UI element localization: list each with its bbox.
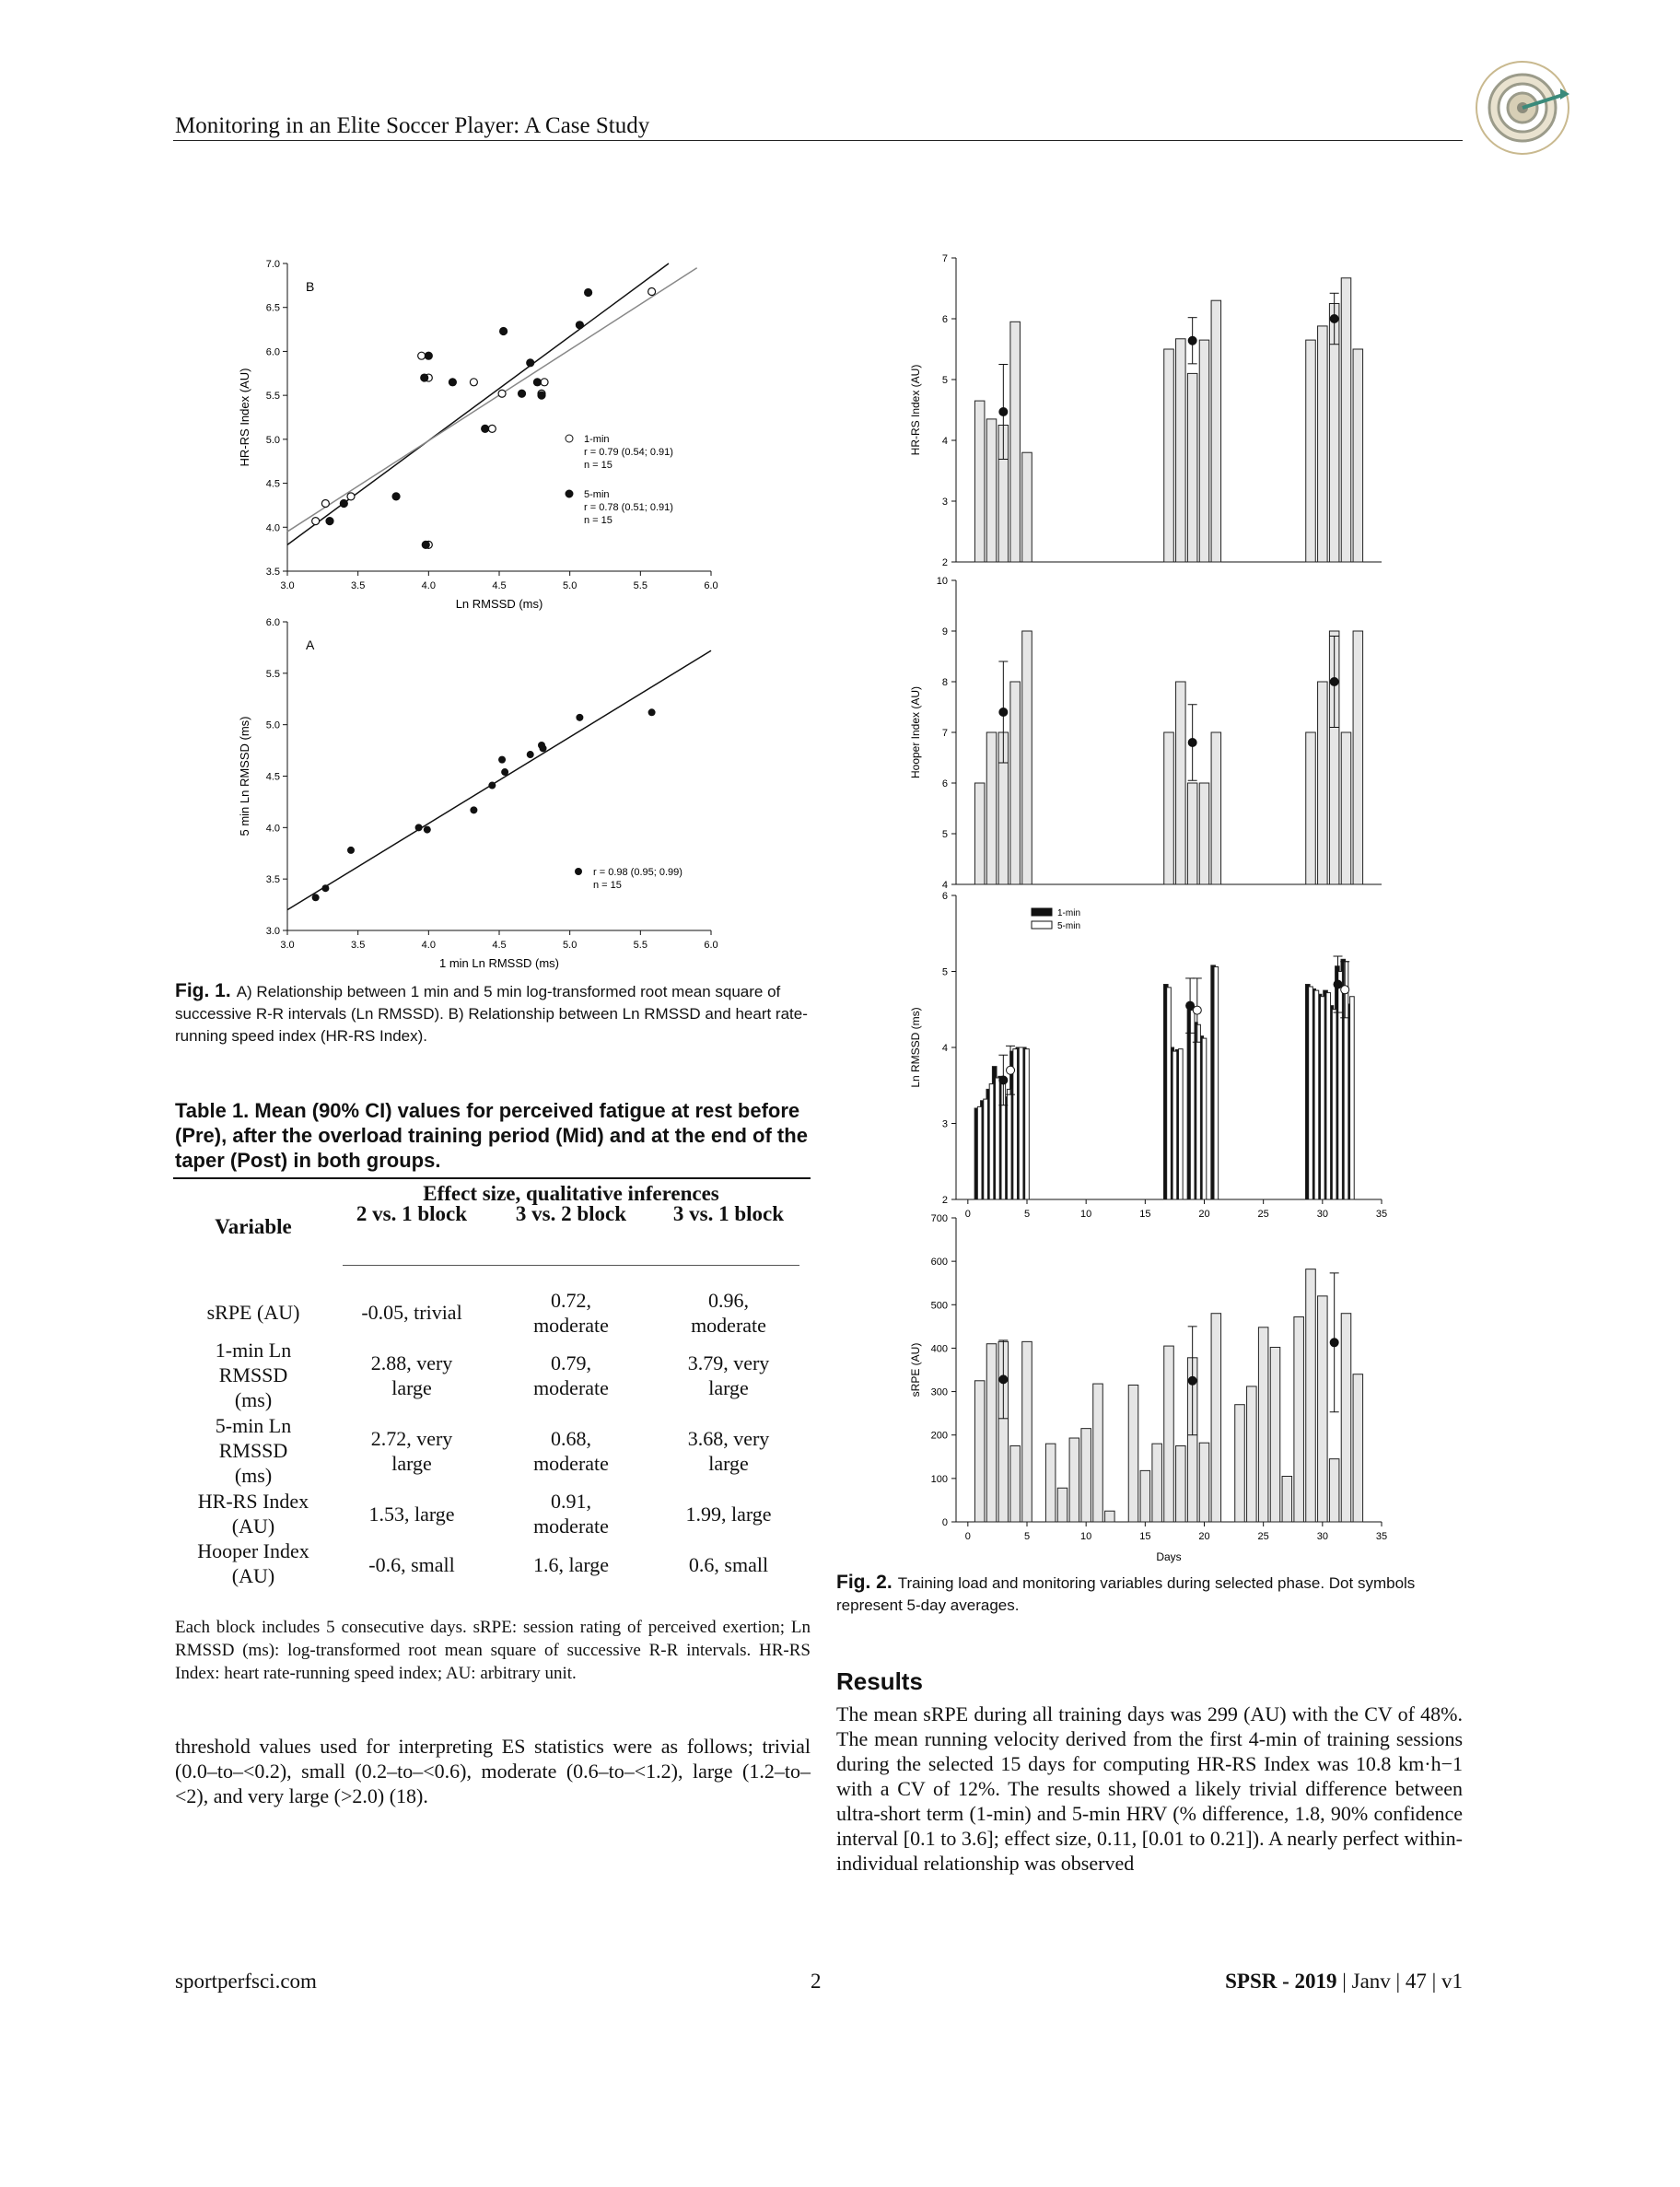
bar [974,783,985,884]
panel-label: B [306,279,315,294]
data-point-1-min [470,379,477,386]
bar [1140,1470,1150,1522]
legend-label: 5-min [584,489,610,500]
data-point-5-min [326,518,333,525]
y-tick-label: 6.0 [265,617,280,628]
data-point [488,782,496,789]
y-tick-label: 3.5 [265,567,280,578]
table-cell: 3.79, very large [687,1351,770,1399]
mean-point [1007,1066,1015,1074]
y-axis-title: Ln RMSSD (ms) [909,1007,922,1088]
bar [1318,326,1328,562]
bar [1093,1384,1103,1522]
header-rule [173,140,1463,141]
bar [1306,1269,1316,1522]
y-tick-label: 5 [941,829,948,840]
bar [1199,1443,1209,1522]
bar-5-min [1338,972,1343,1200]
bar-5-min [1019,1047,1023,1199]
bar [1199,340,1209,562]
figure-2-caption-text: Training load and monitoring variables during selected phase. Dot symbols represent 5-day averages. [836,1574,1416,1614]
bar [1318,1296,1328,1522]
legend-label: 1-min [584,434,610,445]
mean-point [1334,980,1342,988]
bar-5-min [1172,1051,1177,1199]
footer-page-number: 2 [811,1970,822,1993]
bar-5-min [984,1099,988,1199]
y-tick-label: 4.5 [265,478,280,490]
bar [1164,349,1174,562]
x-tick-label: 3.5 [351,940,366,951]
figure-1-caption-text: A) Relationship between 1 min and 5 min log-transformed root mean square of successive R-R intervals (Ln RMSSD). B) Relationship between Ln RMSSD and heart rate-running speed index (HR-RS Index). [175,983,808,1045]
x-tick-label: 25 [1257,1531,1269,1542]
y-axis-title: HR-RS Index (AU) [909,364,922,456]
x-tick-label: 35 [1375,1531,1388,1542]
table-cell: 2.88, very large [370,1351,453,1399]
y-tick-label: 4 [941,880,948,891]
y-tick-label: 6 [941,314,948,325]
bar [1022,452,1032,562]
y-tick-label: 10 [936,576,948,587]
figure-2 [884,249,1400,1575]
table-cell: 1.99, large [685,1503,772,1526]
table-header-3vs2: 3 vs. 2 block [515,1202,627,1225]
bar [1341,732,1351,884]
table-cell: 0.79, moderate [533,1351,609,1399]
table-header-variable: Variable [215,1215,292,1238]
bar [1164,1346,1174,1522]
data-point-1-min [541,379,548,386]
figure-1a-panel [238,617,718,970]
y-tick-label: 4.0 [265,823,280,835]
legend-stat: r = 0.79 (0.54; 0.91) [584,447,673,458]
bar [1329,1459,1339,1522]
x-tick-label: 15 [1139,1531,1151,1542]
bar [1353,349,1363,562]
y-tick-label: 7 [941,728,948,739]
mean-point [999,407,1008,415]
legend-marker [566,435,573,442]
figure-1-caption [175,980,811,1047]
y-tick-label: 5.5 [265,668,280,680]
mean-point [1330,678,1338,686]
sport-performance-logo [1472,57,1573,158]
data-point [321,884,329,892]
table-cell: 1.53, large [368,1503,455,1526]
y-tick-label: 5.0 [265,719,280,731]
y-tick-label: 7.0 [265,259,280,270]
table-cell: -0.6, small [368,1553,455,1576]
bar-5-min [1167,988,1172,1199]
data-point-5-min [519,390,526,397]
x-tick-label: 20 [1198,1531,1210,1542]
data-point-5-min [421,374,428,381]
y-tick-label: 400 [930,1343,948,1355]
bar-5-min [1321,997,1325,1199]
results-heading: Results [836,1667,923,1695]
y-tick-label: 3.0 [265,926,280,937]
bar [1270,1347,1280,1522]
panel-label: A [306,637,315,652]
bar [1211,732,1221,884]
bar-5-min [1214,967,1219,1199]
x-tick-label: 35 [1375,1209,1388,1220]
bar [1022,631,1032,884]
mean-point [1188,336,1196,345]
bar-5-min [989,1084,994,1199]
y-tick-label: 0 [941,1517,948,1528]
data-point [540,744,547,752]
bar [1069,1438,1079,1522]
bar-5-min [1190,1011,1195,1199]
data-point-5-min [527,359,534,367]
bar [1057,1488,1068,1522]
bar [1353,631,1363,884]
table-cell: 0.72, moderate [533,1289,609,1337]
bar [1306,732,1316,884]
data-point [415,824,423,831]
table-cell: -0.05, trivial [361,1301,462,1324]
bar [1045,1444,1056,1522]
mean-point [1330,1339,1338,1347]
legend-marker [575,868,582,875]
x-tick-label: 10 [1080,1209,1092,1220]
x-tick-label: 4.0 [421,940,436,951]
data-point-5-min [533,379,541,386]
bar-5-min [1350,997,1355,1199]
x-tick-label: 3.5 [351,580,366,591]
legend-marker [566,490,573,497]
x-axis-title: Ln RMSSD (ms) [455,597,543,611]
bar-5-min [1179,1049,1184,1199]
bar-5-min [1326,993,1331,1199]
bar [1164,732,1174,884]
y-axis-title: HR-RS Index (AU) [238,368,251,467]
data-point-5-min [482,425,489,432]
x-tick-label: 30 [1316,1209,1328,1220]
bar-5-min [996,1078,1000,1199]
legend-stat: r = 0.98 (0.95; 0.99) [593,867,682,878]
y-tick-label: 4 [941,436,948,447]
y-tick-label: 6 [941,891,948,902]
x-axis-title: 1 min Ln RMSSD (ms) [438,956,560,970]
table-top-rule [173,1177,811,1179]
figure-2-hrrs-panel [909,253,1382,568]
data-point [470,806,477,813]
y-tick-label: 5 [941,375,948,386]
bar [1081,1429,1091,1522]
table-cell: 0.6, small [688,1553,769,1576]
table-cell: 0.91, moderate [533,1490,609,1538]
bar [1306,340,1316,562]
legend-label: 5-min [1057,921,1081,931]
data-point [312,894,320,901]
bar [1353,1374,1363,1522]
bar-5-min [1202,1038,1207,1199]
table-cell-variable: HR-RS Index (AU) [197,1490,309,1538]
bar [1235,1405,1245,1522]
bar [1010,682,1021,884]
mean-point [1188,739,1196,747]
y-tick-label: 3 [941,1118,948,1130]
legend-swatch [1032,908,1052,916]
bar [1187,373,1197,562]
bar [1187,783,1197,884]
x-tick-label: 3.0 [280,940,295,951]
data-point [648,708,656,716]
x-tick-label: 6.0 [704,940,718,951]
bar [1199,783,1209,884]
mean-point [1341,986,1349,994]
bar [1211,1314,1221,1522]
bar [1341,1314,1351,1522]
regression-line-1-min [287,268,697,532]
figure-1-caption-label: Fig. 1. [175,980,231,1001]
y-axis-title: Hooper Index (AU) [909,685,922,779]
x-tick-label: 3.0 [280,580,295,591]
table-cell: 3.68, very large [687,1427,770,1475]
table-group-header: Effect size, qualitative inferences [423,1182,719,1205]
data-point [501,768,508,776]
table-1-caption: Table 1. Mean (90% CI) values for perceived fatigue at rest before (Pre), after the overload training period (Mid) and at the end of the taper (Post) in both groups. [175,1099,808,1172]
figure-1 [230,249,746,977]
bar [974,1381,985,1522]
figure-2-srpe-panel [909,1213,1387,1563]
x-tick-label: 5.0 [563,580,578,591]
bar [1010,322,1021,562]
y-tick-label: 8 [941,677,948,688]
figure-2-caption-label: Fig. 2. [836,1572,892,1593]
data-point [576,714,583,721]
x-tick-label: 4.0 [421,580,436,591]
bar-5-min [1025,1049,1030,1199]
y-tick-label: 2 [941,557,948,568]
x-tick-label: 20 [1198,1209,1210,1220]
figure-2-caption [836,1572,1463,1617]
data-point-1-min [321,500,329,508]
x-tick-label: 0 [964,1209,971,1220]
bar [1211,300,1221,562]
data-point-5-min [422,541,429,548]
data-point-5-min [500,327,508,334]
bar-5-min [1309,987,1313,1199]
y-axis-title: sRPE (AU) [909,1342,922,1398]
bar [1176,682,1186,884]
y-tick-label: 6.0 [265,346,280,358]
bar [1128,1386,1138,1523]
table-header-3vs1: 3 vs. 1 block [672,1202,785,1225]
mean-point [999,1375,1008,1384]
data-point-1-min [648,288,656,296]
bar-5-min [1196,1024,1201,1199]
running-title: Monitoring in an Elite Soccer Player: A Case Study [175,113,650,138]
bar [986,419,997,562]
y-tick-label: 6.5 [265,302,280,314]
bar [1258,1327,1268,1522]
y-tick-label: 700 [930,1213,948,1224]
x-tick-label: 30 [1316,1531,1328,1542]
y-tick-label: 100 [930,1473,948,1485]
legend-stat: n = 15 [584,460,612,471]
data-point-5-min [425,352,432,359]
y-tick-label: 3.5 [265,874,280,886]
bar-5-min [1007,1089,1011,1199]
y-tick-label: 2 [941,1195,948,1206]
x-tick-label: 5 [1023,1209,1031,1220]
x-tick-label: 4.5 [492,940,507,951]
bar [1247,1386,1257,1522]
table-1-notes: Each block includes 5 consecutive days. sRPE: session rating of perceived exertion; Ln RMSSD (ms): log-transformed root mean square of successive R-R intervals. HR-RS Index: heart rate-running speed index; AU: arbitrary unit. [175,1618,811,1683]
y-tick-label: 500 [930,1300,948,1312]
x-tick-label: 0 [964,1531,971,1542]
y-tick-label: 9 [941,626,948,637]
legend-swatch [1032,921,1052,929]
data-point-1-min [418,352,426,359]
x-tick-label: 5.5 [633,580,648,591]
bar [1176,339,1186,562]
y-tick-label: 7 [941,253,948,264]
bar [986,732,997,884]
bar-5-min [1314,990,1319,1199]
y-tick-label: 600 [930,1257,948,1269]
figure-1b-panel [238,259,718,611]
data-point-5-min [538,392,545,399]
footer-journal-name: SPSR - 2019 [1225,1970,1337,1993]
table-header-2vs1: 2 vs. 1 block [356,1202,468,1225]
data-point-1-min [498,390,506,397]
table-cell: 2.72, very large [370,1427,453,1475]
mean-point [1330,315,1338,323]
x-tick-label: 5.5 [633,940,648,951]
table-cell-variable: 5-min Ln RMSSD (ms) [215,1414,292,1487]
table-cell-variable: sRPE (AU) [206,1301,300,1324]
mean-point [1193,1006,1201,1014]
table-cell: 0.96, moderate [691,1289,766,1337]
x-tick-label: 10 [1080,1531,1092,1542]
bar [1341,278,1351,562]
bar [1318,682,1328,884]
legend-stat: r = 0.78 (0.51; 0.91) [584,502,673,513]
bar-5-min [977,1106,982,1199]
mean-point [999,708,1008,717]
y-tick-label: 4.0 [265,522,280,534]
bar [974,401,985,562]
table-cell-variable: 1-min Ln RMSSD (ms) [215,1339,292,1411]
bar [1105,1511,1115,1522]
bar [1282,1477,1292,1523]
bar [1294,1316,1304,1522]
bar [986,1344,997,1522]
bar [1152,1444,1162,1522]
data-point-5-min [392,493,400,500]
data-point [527,751,534,758]
y-axis-title: 5 min Ln RMSSD (ms) [238,716,251,836]
x-tick-label: 5.0 [563,940,578,951]
y-tick-label: 6 [941,778,948,789]
x-tick-label: 5 [1023,1531,1031,1542]
x-tick-label: 15 [1139,1209,1151,1220]
table-cell-variable: Hooper Index (AU) [197,1539,309,1587]
data-point-5-min [585,288,592,296]
y-tick-label: 4 [941,1043,948,1054]
y-tick-label: 4.5 [265,771,280,783]
bar-5-min [1332,1010,1336,1199]
mean-point [1188,1376,1196,1385]
x-tick-label: 6.0 [704,580,718,591]
table-cell: 1.6, large [532,1553,610,1576]
y-tick-label: 3 [941,497,948,508]
x-tick-label: 4.5 [492,580,507,591]
bar [1010,1446,1021,1523]
y-tick-label: 300 [930,1386,948,1398]
data-point [424,826,431,834]
legend-stat: n = 15 [584,515,612,526]
table-cell: 0.68, moderate [533,1427,609,1475]
data-point-5-min [576,322,583,329]
legend-stat: n = 15 [593,880,622,891]
y-tick-label: 5.0 [265,434,280,446]
data-point-5-min [340,500,347,508]
figure-2-hooper-panel [909,576,1382,891]
data-point-1-min [347,493,355,500]
bar [1022,1341,1032,1522]
table-header-rule [343,1265,799,1266]
data-point [498,756,506,764]
bar [1176,1446,1186,1523]
y-tick-label: 200 [930,1430,948,1442]
footer-website: sportperfsci.com [175,1970,317,1993]
mean-point [999,1076,1008,1084]
legend-label: 1-min [1057,908,1081,918]
data-point-1-min [488,425,496,432]
x-axis-title: Days [1156,1550,1182,1563]
footer-journal-issue: | Janv | 47 | v1 [1336,1970,1463,1993]
data-point-1-min [312,518,320,525]
data-point [347,847,355,854]
y-tick-label: 5 [941,966,948,978]
data-point-5-min [449,379,456,386]
y-tick-label: 5.5 [265,391,280,403]
body-paragraph: threshold values used for interpreting ES statistics were as follows; trivial (0.0–to–<0.2), small (0.2–to–<0.6), moderate (0.6–to–<1.2), large (1.2–to–<2), and very large (>2.0) (18). [175,1735,811,1807]
footer-journal [1151,1970,1463,1994]
x-tick-label: 25 [1257,1209,1269,1220]
results-paragraph: The mean sRPE during all training days was 299 (AU) with the CV of 48%. The mean running velocity derived from the first 4-min of training sessions during the selected 15 days for computing HR-RS Index was 10.8 km·h−1 with a CV of 12%. The results showed a likely trivial difference between ultra-short term (1-min) and 5-min HRV (% difference, 1.8, 90% confidence interval [0.1 to 3.6]; effect size, 0.11, [0.01 to 0.21]). A nearly perfect within-individual relationship was observed [836,1702,1463,1875]
figure-2-lnrmssd-panel [909,891,1387,1220]
